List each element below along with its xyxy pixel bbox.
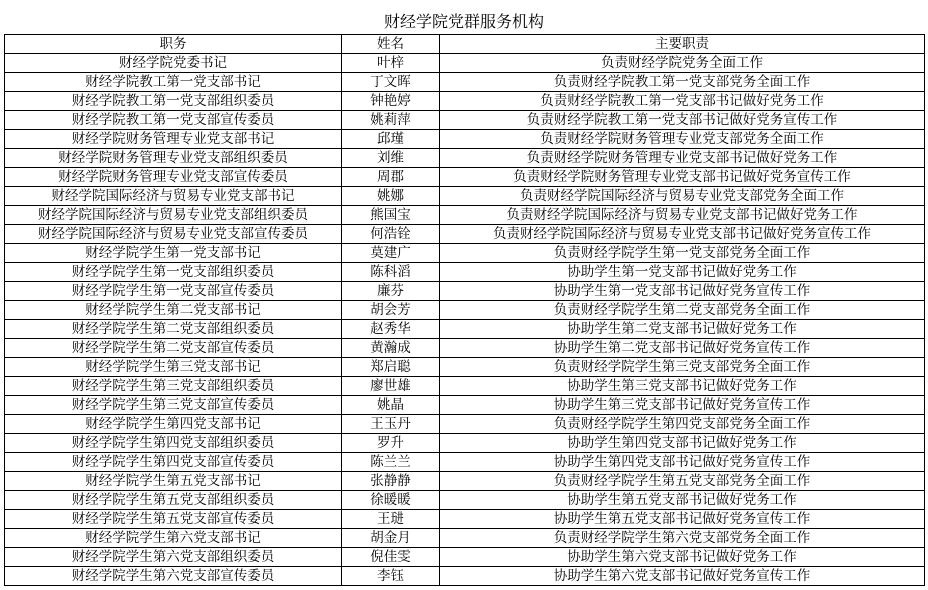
duties-cell: 负责财经学院财务管理专业党支部书记做好党务宣传工作	[440, 168, 925, 187]
name-cell: 姚娜	[342, 187, 440, 206]
duties-cell: 协助学生第三党支部书记做好党务工作	[440, 377, 925, 396]
table-row	[5, 358, 925, 377]
position-cell: 财经学院学生第四党支部组织委员	[5, 434, 342, 453]
name-cell: 邱瑾	[342, 130, 440, 149]
table-row	[5, 377, 925, 396]
name-cell: 胡会芳	[342, 301, 440, 320]
table-row	[5, 92, 925, 111]
position-cell: 财经学院教工第一党支部宣传委员	[5, 111, 342, 130]
duties-cell: 协助学生第五党支部书记做好党务工作	[440, 491, 925, 510]
name-cell: 王玉丹	[342, 415, 440, 434]
name-cell: 胡金月	[342, 529, 440, 548]
position-cell: 财经学院学生第五党支部宣传委员	[5, 510, 342, 529]
table-row	[5, 111, 925, 130]
name-cell: 罗升	[342, 434, 440, 453]
header-position: 职务	[5, 35, 342, 54]
position-cell: 财经学院学生第三党支部宣传委员	[5, 396, 342, 415]
name-cell: 姚莉萍	[342, 111, 440, 130]
name-cell: 王琎	[342, 510, 440, 529]
duties-cell: 负责财经学院学生第五党支部党务全面工作	[440, 472, 925, 491]
page-title: 财经学院党群服务机构	[383, 12, 544, 31]
table-row	[5, 453, 925, 472]
table-row	[5, 130, 925, 149]
table-row	[5, 187, 925, 206]
position-cell: 财经学院财务管理专业党支部组织委员	[5, 149, 342, 168]
table-row	[5, 149, 925, 168]
header-duties: 主要职责	[440, 35, 925, 54]
name-cell: 熊国宝	[342, 206, 440, 225]
table-row	[5, 339, 925, 358]
name-cell: 张静静	[342, 472, 440, 491]
name-cell: 倪佳雯	[342, 548, 440, 567]
header-name: 姓名	[342, 35, 440, 54]
position-cell: 财经学院财务管理专业党支部书记	[5, 130, 342, 149]
name-cell: 周郡	[342, 168, 440, 187]
name-cell: 黄瀚成	[342, 339, 440, 358]
position-cell: 财经学院教工第一党支部书记	[5, 73, 342, 92]
table-row	[5, 548, 925, 567]
position-cell: 财经学院学生第二党支部组织委员	[5, 320, 342, 339]
table-row	[5, 434, 925, 453]
duties-cell: 协助学生第四党支部书记做好党务宣传工作	[440, 453, 925, 472]
table-row	[5, 244, 925, 263]
table-row	[5, 396, 925, 415]
position-cell: 财经学院财务管理专业党支部宣传委员	[5, 168, 342, 187]
name-cell: 莫建广	[342, 244, 440, 263]
position-cell: 财经学院学生第二党支部书记	[5, 301, 342, 320]
duties-cell: 协助学生第一党支部书记做好党务工作	[440, 263, 925, 282]
duties-cell: 负责财经学院学生第一党支部党务全面工作	[440, 244, 925, 263]
duties-cell: 负责财经学院国际经济与贸易专业党支部党务全面工作	[440, 187, 925, 206]
position-cell: 财经学院学生第六党支部宣传委员	[5, 567, 342, 586]
table-row	[5, 168, 925, 187]
duties-cell: 负责财经学院学生第三党支部党务全面工作	[440, 358, 925, 377]
table-row	[5, 282, 925, 301]
position-cell: 财经学院教工第一党支部组织委员	[5, 92, 342, 111]
position-cell: 财经学院国际经济与贸易专业党支部组织委员	[5, 206, 342, 225]
table-header-row	[5, 35, 925, 54]
duties-cell: 负责财经学院教工第一党支部党务全面工作	[440, 73, 925, 92]
name-cell: 赵秀华	[342, 320, 440, 339]
duties-cell: 负责财经学院国际经济与贸易专业党支部书记做好党务工作	[440, 206, 925, 225]
table-row	[5, 491, 925, 510]
duties-cell: 协助学生第六党支部书记做好党务工作	[440, 548, 925, 567]
duties-cell: 协助学生第四党支部书记做好党务工作	[440, 434, 925, 453]
table-row	[5, 301, 925, 320]
position-cell: 财经学院学生第六党支部书记	[5, 529, 342, 548]
name-cell: 廉芬	[342, 282, 440, 301]
table-row	[5, 263, 925, 282]
position-cell: 财经学院学生第五党支部书记	[5, 472, 342, 491]
position-cell: 财经学院学生第四党支部书记	[5, 415, 342, 434]
duties-cell: 负责财经学院财务管理专业党支部书记做好党务工作	[440, 149, 925, 168]
position-cell: 财经学院国际经济与贸易专业党支部书记	[5, 187, 342, 206]
name-cell: 何浩铨	[342, 225, 440, 244]
name-cell: 李钰	[342, 567, 440, 586]
table-row	[5, 225, 925, 244]
position-cell: 财经学院学生第一党支部书记	[5, 244, 342, 263]
duties-cell: 协助学生第三党支部书记做好党务宣传工作	[440, 396, 925, 415]
position-cell: 财经学院国际经济与贸易专业党支部宣传委员	[5, 225, 342, 244]
name-cell: 陈兰兰	[342, 453, 440, 472]
table-row	[5, 567, 925, 586]
table-row	[5, 73, 925, 92]
position-cell: 财经学院学生第一党支部组织委员	[5, 263, 342, 282]
position-cell: 财经学院学生第一党支部宣传委员	[5, 282, 342, 301]
position-cell: 财经学院学生第三党支部组织委员	[5, 377, 342, 396]
name-cell: 丁文晖	[342, 73, 440, 92]
duties-cell: 负责财经学院学生第二党支部党务全面工作	[440, 301, 925, 320]
duties-cell: 负责财经学院学生第四党支部党务全面工作	[440, 415, 925, 434]
position-cell: 财经学院学生第二党支部宣传委员	[5, 339, 342, 358]
table-row	[5, 415, 925, 434]
table-row	[5, 529, 925, 548]
name-cell: 姚晶	[342, 396, 440, 415]
table-row	[5, 510, 925, 529]
name-cell: 徐暖暖	[342, 491, 440, 510]
name-cell: 刘维	[342, 149, 440, 168]
duties-cell: 协助学生第二党支部书记做好党务宣传工作	[440, 339, 925, 358]
name-cell: 陈科滔	[342, 263, 440, 282]
duties-cell: 负责财经学院财务管理专业党支部党务全面工作	[440, 130, 925, 149]
name-cell: 叶梓	[342, 54, 440, 73]
organization-table	[4, 34, 925, 586]
position-cell: 财经学院学生第五党支部组织委员	[5, 491, 342, 510]
duties-cell: 负责财经学院党务全面工作	[440, 54, 925, 73]
duties-cell: 协助学生第二党支部书记做好党务工作	[440, 320, 925, 339]
duties-cell: 负责财经学院教工第一党支部书记做好党务宣传工作	[440, 111, 925, 130]
name-cell: 郑启聪	[342, 358, 440, 377]
table-row	[5, 206, 925, 225]
position-cell: 财经学院学生第六党支部组织委员	[5, 548, 342, 567]
name-cell: 廖世雄	[342, 377, 440, 396]
duties-cell: 协助学生第六党支部书记做好党务宣传工作	[440, 567, 925, 586]
table-row	[5, 320, 925, 339]
duties-cell: 负责财经学院国际经济与贸易专业党支部书记做好党务宣传工作	[440, 225, 925, 244]
position-cell: 财经学院学生第四党支部宣传委员	[5, 453, 342, 472]
duties-cell: 协助学生第一党支部书记做好党务宣传工作	[440, 282, 925, 301]
duties-cell: 协助学生第五党支部书记做好党务宣传工作	[440, 510, 925, 529]
position-cell: 财经学院党委书记	[5, 54, 342, 73]
duties-cell: 负责财经学院学生第六党支部党务全面工作	[440, 529, 925, 548]
duties-cell: 负责财经学院教工第一党支部书记做好党务工作	[440, 92, 925, 111]
table-row	[5, 472, 925, 491]
table-row	[5, 54, 925, 73]
position-cell: 财经学院学生第三党支部书记	[5, 358, 342, 377]
name-cell: 钟艳婷	[342, 92, 440, 111]
